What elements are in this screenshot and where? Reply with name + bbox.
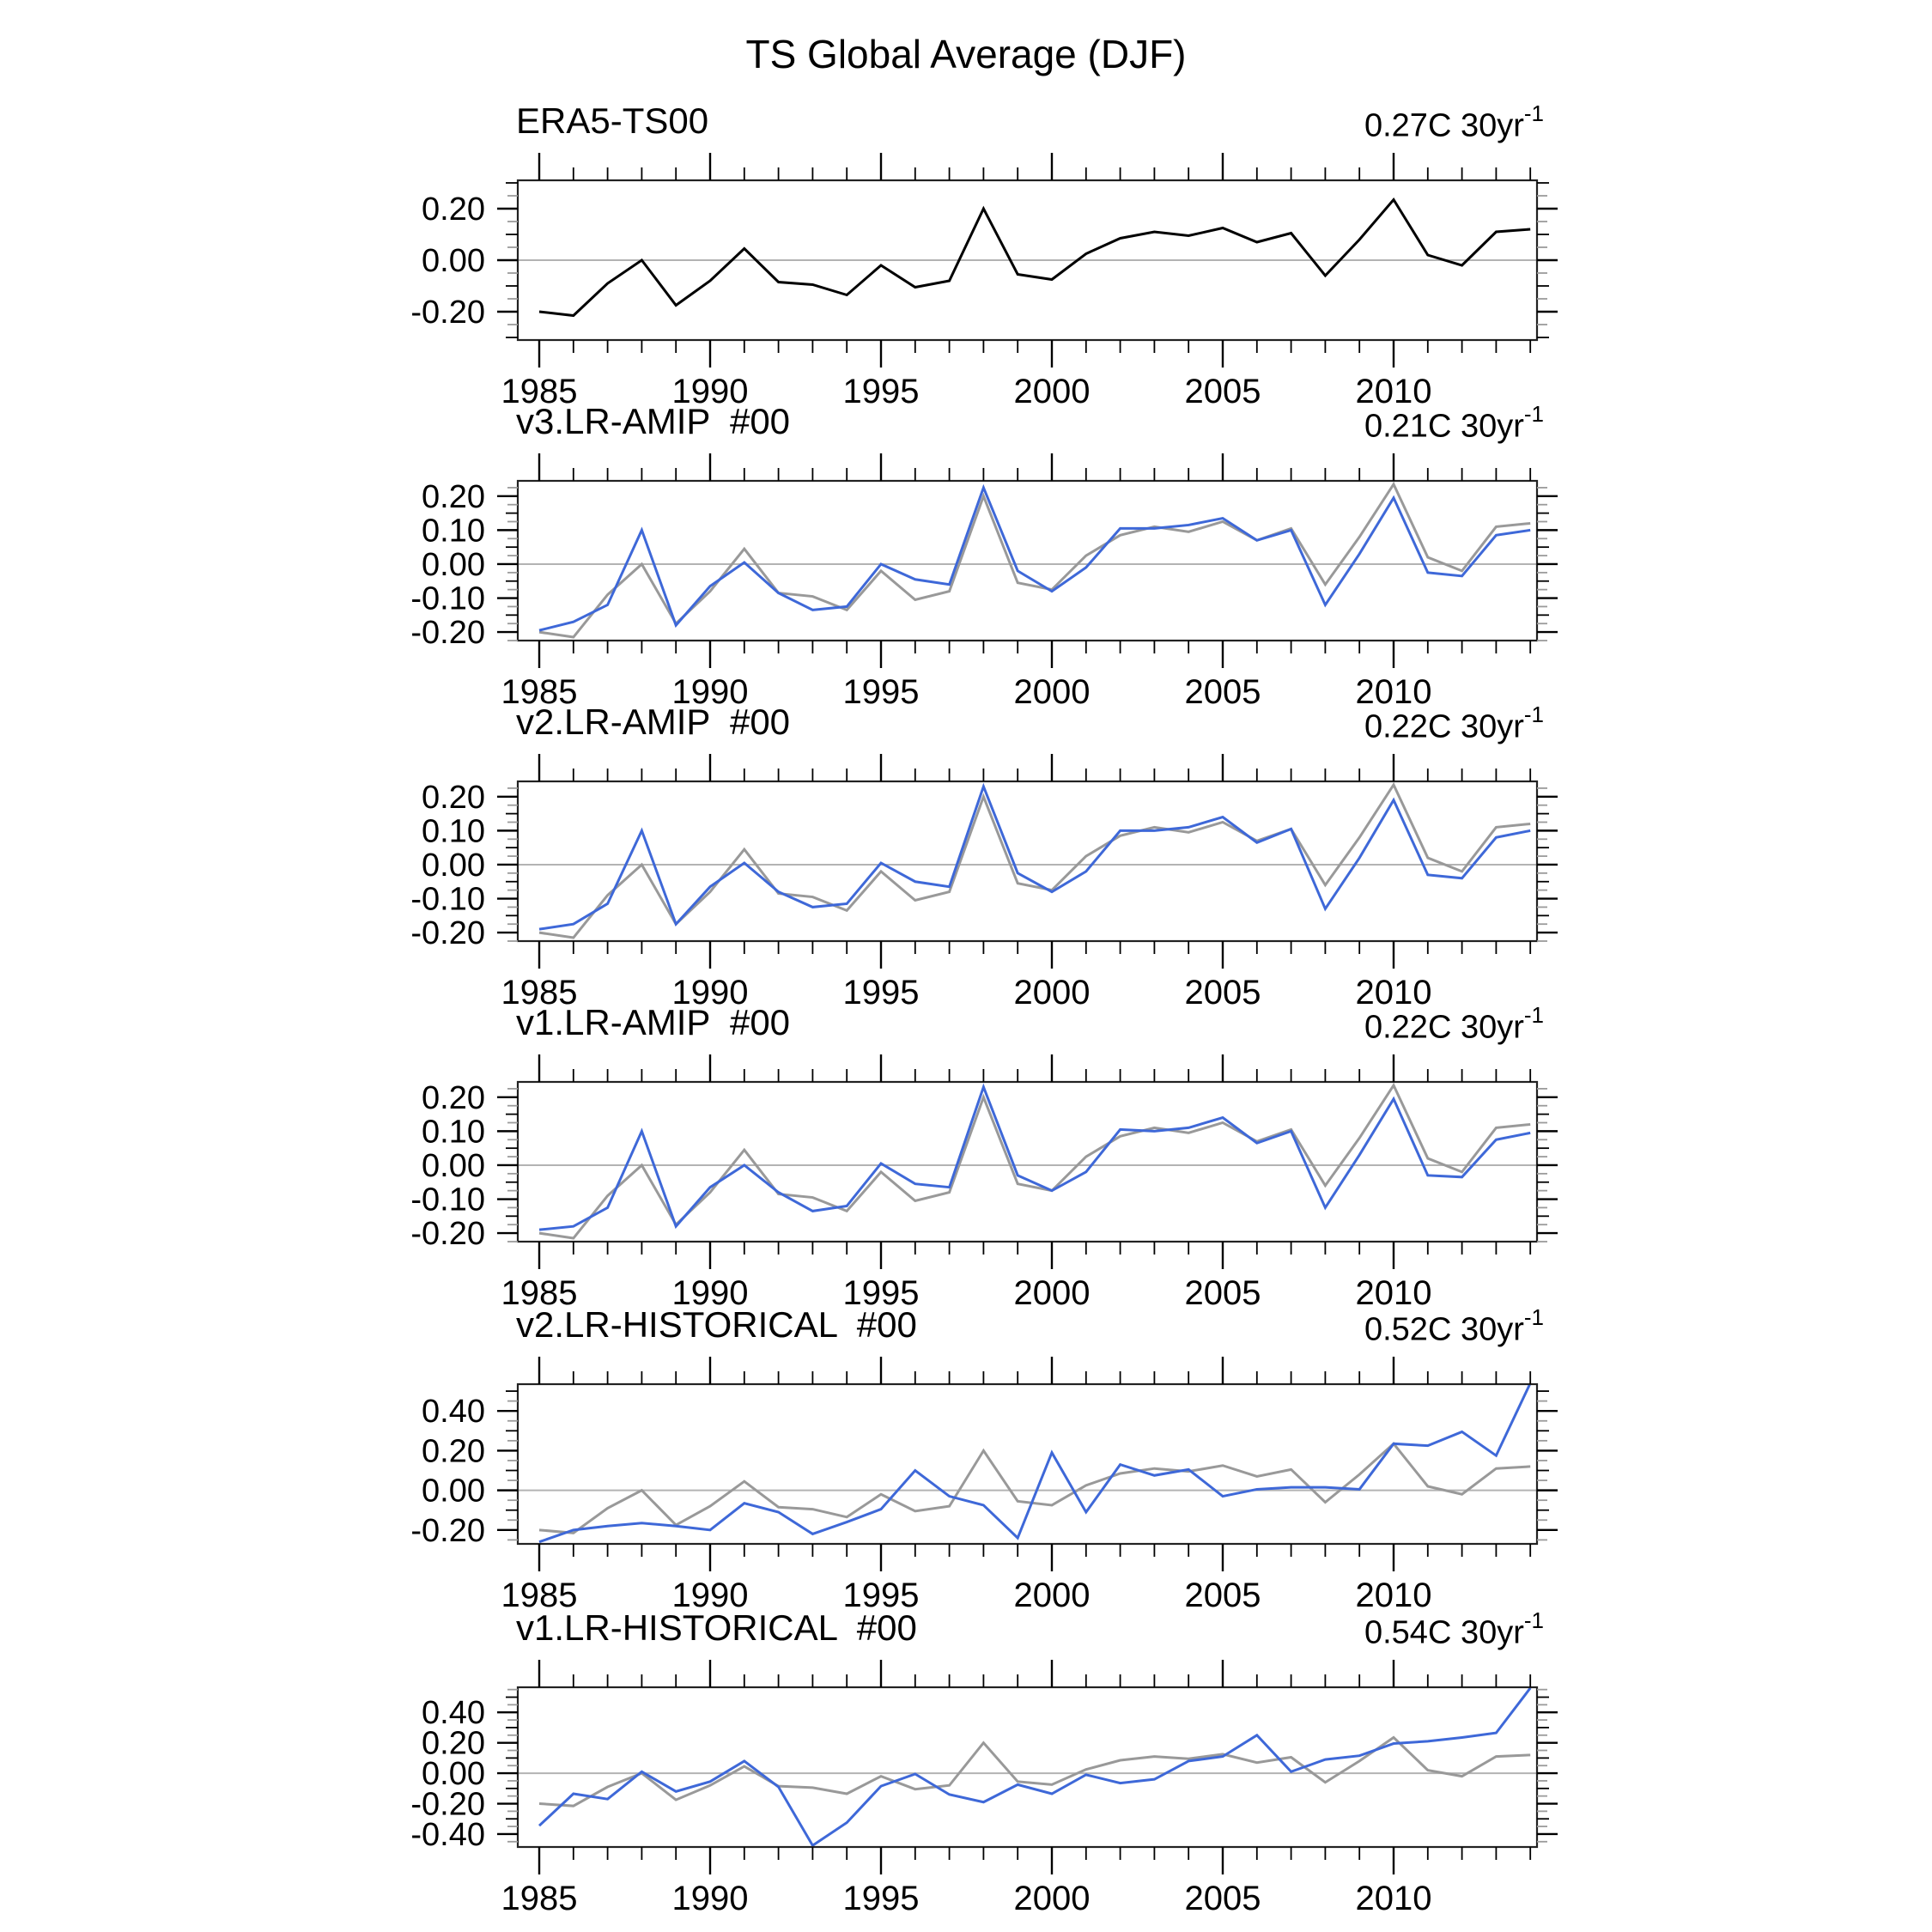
plot-area-v2-lr-historical <box>0 1285 1932 1629</box>
y-axis-labels <box>410 1080 485 1252</box>
x-tick-label: 2010 <box>1355 1274 1432 1312</box>
trend-exponent: -1 <box>1523 1304 1544 1330</box>
y-tick-label: 0.40 <box>422 1695 485 1732</box>
series-line-model <box>539 1383 1530 1542</box>
y-tick-label: 0.00 <box>422 243 485 279</box>
plot-frame <box>518 180 1537 340</box>
y-tick-label: -0.10 <box>410 580 485 617</box>
x-tick-label: 1990 <box>671 1880 749 1917</box>
y-tick-label: 0.00 <box>422 847 485 884</box>
trend-label <box>1364 1304 1544 1349</box>
y-tick-label: 0.20 <box>422 1433 485 1470</box>
y-axis-labels <box>410 1695 485 1853</box>
x-tick-label: 2005 <box>1184 373 1261 410</box>
x-axis-ticks <box>539 1660 1530 1874</box>
y-tick-label: 0.00 <box>422 1473 485 1510</box>
y-tick-label: 0.20 <box>422 1079 485 1116</box>
x-tick-label: 1985 <box>501 1880 578 1917</box>
x-tick-label: 2005 <box>1184 1880 1261 1917</box>
y-tick-label: -0.20 <box>410 295 485 331</box>
x-tick-label: 1990 <box>671 673 749 711</box>
plot-frame <box>518 1687 1537 1847</box>
y-tick-label: 0.20 <box>422 478 485 515</box>
y-tick-label: 0.20 <box>422 1725 485 1762</box>
series-line-model <box>539 787 1530 929</box>
panel-title: v2.LR-HISTORICAL #00 <box>516 1304 917 1345</box>
panel-v2-lr-historical <box>0 1285 1932 1629</box>
x-tick-label: 1985 <box>501 974 578 1012</box>
series-lines <box>539 1383 1530 1542</box>
plot-area-v2-lr-amip <box>0 683 1932 1026</box>
x-axis-ticks <box>539 153 1530 368</box>
y-tick-label: 0.20 <box>422 779 485 816</box>
series-line-reference <box>539 1737 1530 1806</box>
figure-title: TS Global Average (DJF) <box>745 32 1187 76</box>
trend-value: 0.54C 30yr <box>1364 1614 1524 1651</box>
trend-label <box>1364 100 1544 145</box>
series-line-model <box>539 1087 1530 1230</box>
series-line-reference <box>539 484 1530 637</box>
x-tick-label: 1995 <box>842 1577 920 1614</box>
series-lines <box>539 484 1530 637</box>
x-axis-ticks <box>539 1357 1530 1571</box>
trend-value: 0.21C 30yr <box>1364 408 1524 445</box>
panel-v3-lr-amip <box>0 382 1932 726</box>
y-tick-label: -0.20 <box>410 1786 485 1823</box>
y-tick-label: -0.10 <box>410 881 485 918</box>
series-lines <box>539 200 1530 316</box>
plot-area-v1-lr-historical <box>0 1589 1932 1932</box>
y-tick-label: 0.00 <box>422 1147 485 1184</box>
trend-value: 0.52C 30yr <box>1364 1311 1524 1348</box>
series-lines <box>539 785 1530 938</box>
x-tick-label: 1990 <box>671 1274 749 1312</box>
series-line-reference <box>539 200 1530 316</box>
x-tick-label: 1995 <box>842 673 920 711</box>
x-tick-label: 1995 <box>842 974 920 1012</box>
x-tick-label: 1990 <box>671 373 749 410</box>
x-tick-label: 1985 <box>501 673 578 711</box>
x-tick-label: 2010 <box>1355 373 1432 410</box>
series-line-reference <box>539 785 1530 938</box>
x-axis-ticks <box>539 754 1530 969</box>
x-tick-label: 2000 <box>1013 673 1091 711</box>
x-tick-label: 2010 <box>1355 673 1432 711</box>
y-axis-ticks <box>497 183 1558 337</box>
y-axis-labels <box>410 479 485 651</box>
x-tick-label: 1985 <box>501 373 578 410</box>
series-line-reference <box>539 1085 1530 1238</box>
y-axis-labels <box>410 780 485 951</box>
x-tick-label: 2000 <box>1013 1274 1091 1312</box>
trend-label <box>1364 1002 1544 1047</box>
plot-area-era5-ts00 <box>0 82 1932 425</box>
x-tick-label: 1995 <box>842 1274 920 1312</box>
trend-label <box>1364 1607 1544 1652</box>
y-axis-ticks <box>497 1391 1558 1540</box>
x-axis-ticks <box>539 1054 1530 1269</box>
y-tick-label: -0.20 <box>410 1216 485 1253</box>
panel-title: v1.LR-AMIP #00 <box>516 1002 791 1042</box>
x-tick-label: 2000 <box>1013 974 1091 1012</box>
series-line-reference <box>539 1443 1530 1533</box>
plot-frame <box>518 781 1537 941</box>
y-tick-label: 0.10 <box>422 813 485 850</box>
trend-exponent: -1 <box>1523 1002 1544 1028</box>
y-axis-ticks <box>497 1690 1558 1842</box>
x-tick-label: 2005 <box>1184 1577 1261 1614</box>
trend-exponent: -1 <box>1523 401 1544 427</box>
y-tick-label: 0.20 <box>422 191 485 228</box>
x-tick-label: 1985 <box>501 1577 578 1614</box>
x-tick-label: 2010 <box>1355 974 1432 1012</box>
trend-value: 0.22C 30yr <box>1364 708 1524 745</box>
x-tick-label: 2010 <box>1355 1880 1432 1917</box>
panel-title: ERA5-TS00 <box>516 100 709 141</box>
trend-label <box>1364 401 1544 446</box>
x-axis-ticks <box>539 453 1530 668</box>
x-tick-label: 2005 <box>1184 974 1261 1012</box>
panel-v1-lr-amip <box>0 983 1932 1327</box>
y-axis-ticks <box>497 488 1558 641</box>
y-tick-label: 0.00 <box>422 546 485 583</box>
plot-area-v3-lr-amip <box>0 382 1932 726</box>
x-tick-label: 2005 <box>1184 1274 1261 1312</box>
y-tick-label: -0.20 <box>410 615 485 652</box>
trend-label <box>1364 702 1544 746</box>
x-tick-label: 1995 <box>842 373 920 410</box>
y-tick-label: -0.20 <box>410 1512 485 1549</box>
plot-area-v1-lr-amip <box>0 983 1932 1327</box>
plot-frame <box>518 481 1537 641</box>
y-tick-label: -0.40 <box>410 1816 485 1853</box>
x-tick-label: 1985 <box>501 1274 578 1312</box>
x-tick-label: 2010 <box>1355 1577 1432 1614</box>
trend-exponent: -1 <box>1523 100 1544 126</box>
trend-exponent: -1 <box>1523 1607 1544 1633</box>
trend-value: 0.27C 30yr <box>1364 107 1524 144</box>
y-axis-ticks <box>497 1089 1558 1242</box>
y-axis-labels <box>410 191 485 331</box>
y-axis-ticks <box>497 788 1558 941</box>
panel-v1-lr-historical <box>0 1589 1932 1932</box>
panel-title: v3.LR-AMIP #00 <box>516 401 791 441</box>
plot-frame <box>518 1384 1537 1544</box>
y-tick-label: 0.10 <box>422 513 485 550</box>
y-tick-label: -0.10 <box>410 1182 485 1218</box>
panel-era5-ts00 <box>0 82 1932 425</box>
series-lines <box>539 1688 1530 1845</box>
trend-exponent: -1 <box>1523 702 1544 727</box>
series-line-model <box>539 488 1530 630</box>
series-lines <box>539 1085 1530 1238</box>
trend-value: 0.22C 30yr <box>1364 1009 1524 1046</box>
y-tick-label: -0.20 <box>410 915 485 952</box>
series-line-model <box>539 1688 1530 1845</box>
x-axis-labels <box>501 1880 1432 1917</box>
x-tick-label: 2000 <box>1013 1880 1091 1917</box>
y-tick-label: 0.10 <box>422 1114 485 1151</box>
x-tick-label: 1990 <box>671 1577 749 1614</box>
y-axis-labels <box>410 1394 485 1549</box>
x-tick-label: 2005 <box>1184 673 1261 711</box>
panel-title: v1.LR-HISTORICAL #00 <box>516 1607 917 1648</box>
panel-title: v2.LR-AMIP #00 <box>516 702 791 742</box>
x-tick-label: 2000 <box>1013 373 1091 410</box>
x-tick-label: 1990 <box>671 974 749 1012</box>
x-tick-label: 2000 <box>1013 1577 1091 1614</box>
plot-frame <box>518 1082 1537 1242</box>
x-tick-label: 1995 <box>842 1880 920 1917</box>
y-tick-label: 0.00 <box>422 1756 485 1793</box>
y-tick-label: 0.40 <box>422 1394 485 1431</box>
panel-v2-lr-amip <box>0 683 1932 1026</box>
